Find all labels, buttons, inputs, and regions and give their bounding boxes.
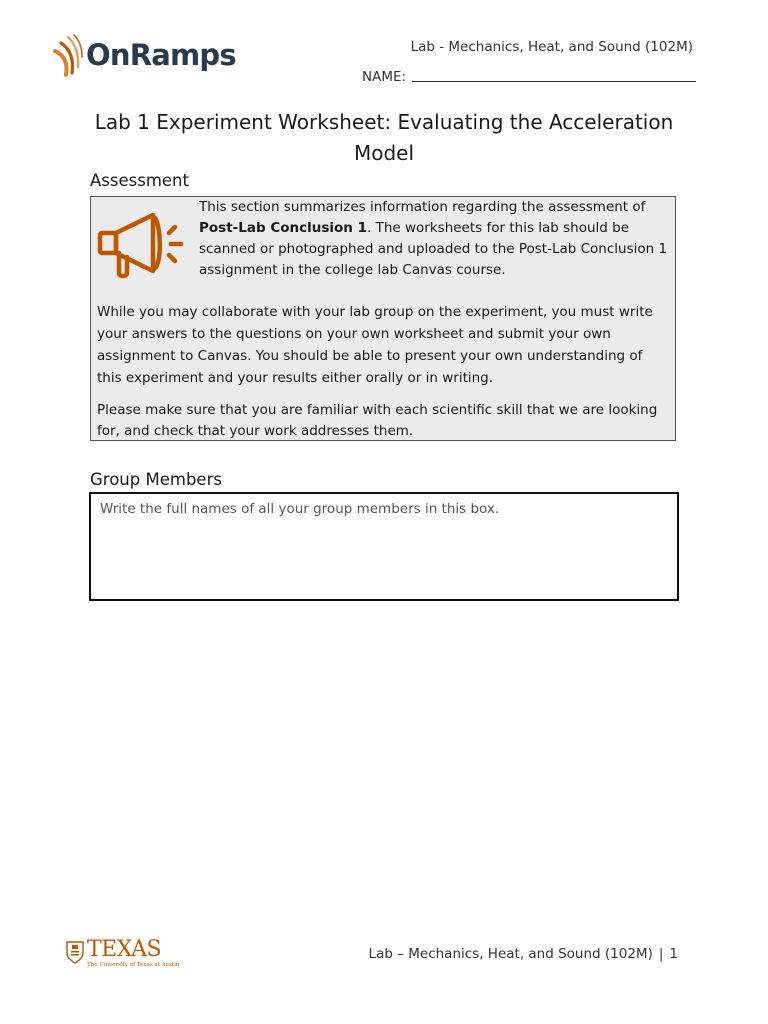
group-members-placeholder: Write the full names of all your group members in this box. xyxy=(100,501,500,517)
assessment-paragraph-3: Please make sure that you are familiar with each scientific skill that we are looking for, and check that your work addresses them. xyxy=(97,402,658,439)
post-lab-conclusion-bold: Post-Lab Conclusion 1 xyxy=(199,220,368,236)
group-members-input-box[interactable] xyxy=(89,492,679,601)
name-label: NAME: xyxy=(362,69,407,85)
assessment-paragraph-1: This section summarizes information regarding the assessment of Post-Lab Conclusion 1. The worksheets for this lab should be scanned or photographed and uploaded to the Post-Lab Conclusion 1 assignment in the college lab Canvas course. xyxy=(199,199,668,278)
page-footer xyxy=(369,946,678,962)
footer-separator: | xyxy=(658,946,664,962)
ut-texas-logo xyxy=(66,939,179,968)
onramps-swoosh-icon xyxy=(50,33,84,77)
onramps-logo-text: OnRamps xyxy=(86,38,236,72)
texas-logo-subtext: The University of Texas at Austin xyxy=(87,962,180,968)
page-number: 1 xyxy=(669,946,678,962)
ut-seal-icon xyxy=(66,940,84,964)
onramps-logo xyxy=(50,32,236,78)
header-course-title: Lab - Mechanics, Heat, and Sound (102M) xyxy=(410,39,693,55)
group-members-heading: Group Members xyxy=(90,470,222,489)
footer-course-title: Lab – Mechanics, Heat, and Sound (102M) xyxy=(368,946,653,962)
megaphone-icon xyxy=(97,207,189,288)
document-title: Lab 1 Experiment Worksheet: Evaluating the Acceleration Model xyxy=(94,110,674,165)
assessment-heading: Assessment xyxy=(90,171,189,190)
assessment-box xyxy=(90,196,676,441)
texas-logo-text: TEXAS xyxy=(87,937,162,962)
name-field[interactable] xyxy=(362,68,696,85)
assessment-paragraph-2: While you may collaborate with your lab group on the experiment, you must write your answers to the questions on your own worksheet and submit your own assignment to Canvas. You should be able to present your own understanding of this experiment and your results either orally or in writing. xyxy=(97,304,653,386)
name-blank-line[interactable] xyxy=(412,68,696,82)
